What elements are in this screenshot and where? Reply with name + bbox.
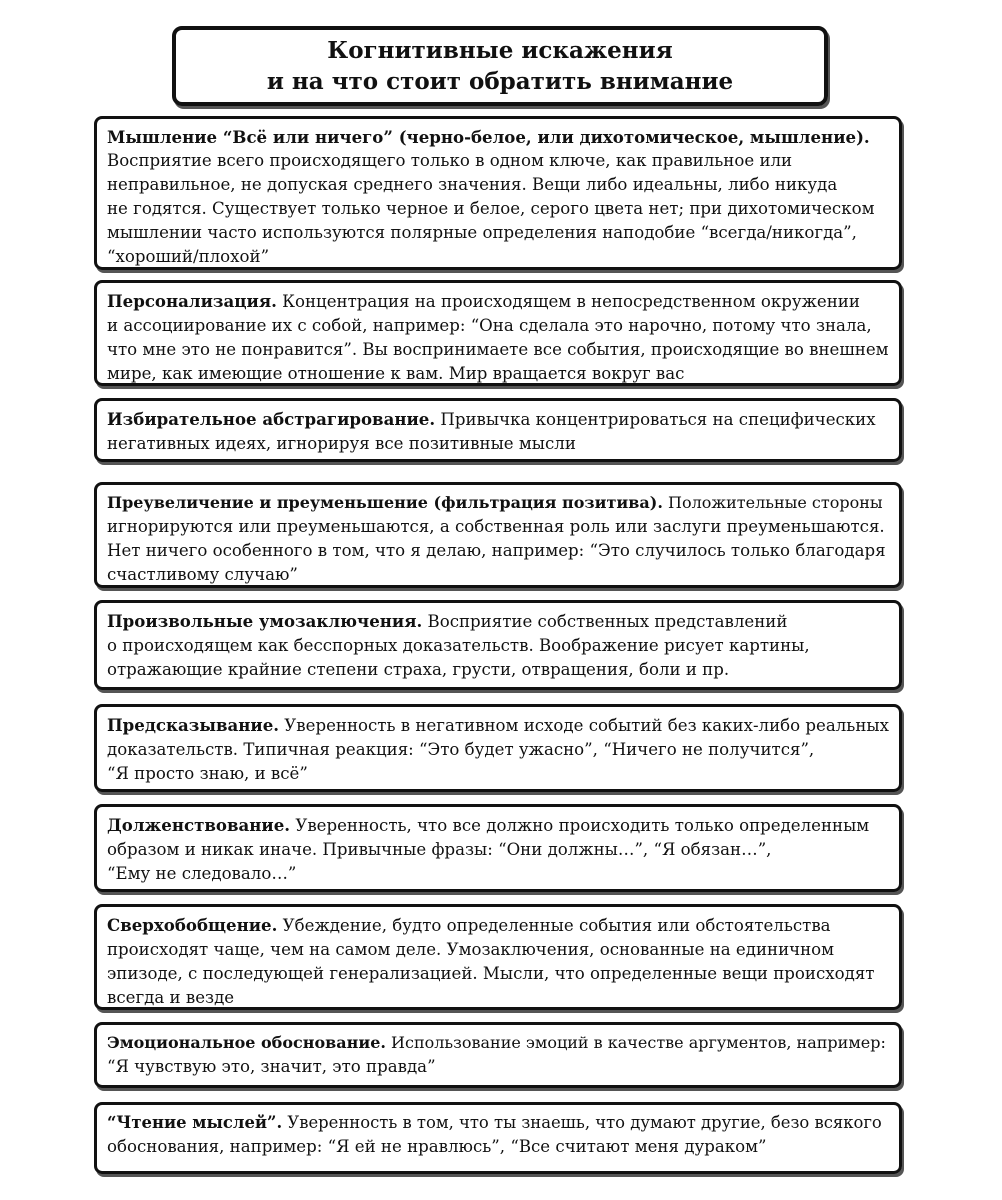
distortion-first-rest: Убеждение, будто определенные события или обстоятельства — [277, 916, 831, 935]
distortion-first-line — [107, 813, 889, 838]
distortion-first-rest: Восприятие собственных представлений — [422, 612, 788, 631]
distortion-term: Мышление “Всё или ничего” (черно-белое, или дихотомическое, мышление). — [107, 127, 870, 147]
distortion-first-line — [107, 1111, 889, 1135]
distortion-text-line: игнорируются или преуменьшаются, а собственная роль или заслуги преуменьшаются. — [107, 517, 885, 536]
distortion-card-emotional-reasoning — [94, 1022, 902, 1088]
distortion-text-line: не годятся. Существует только черное и белое, серого цвета нет; при дихотомическом — [107, 199, 875, 218]
distortion-first-line — [107, 289, 889, 314]
title-line-1: Когнитивные искажения — [327, 37, 673, 64]
distortion-term: Преувеличение и преуменьшение (фильтрация позитива). — [107, 493, 663, 512]
distortion-first-rest: Привычка концентрироваться на специфических — [435, 410, 876, 429]
distortion-text-line: что мне это не понравится”. Вы воспринимаете все события, происходящие во внешнем — [107, 340, 889, 359]
distortion-text-line: эпизоде, с последующей генерализацией. Мысли, что определенные вещи происходят — [107, 964, 875, 983]
distortion-card-fortune-telling — [94, 704, 902, 792]
distortion-term: Долженствование. — [107, 815, 291, 835]
distortion-card-magnification — [94, 482, 902, 588]
distortion-first-line — [107, 913, 889, 938]
distortion-text-line: и ассоциирование их с собой, например: “Она сделала это нарочно, потому что знала, — [107, 316, 872, 335]
distortion-term: Сверхобобщение. — [107, 915, 278, 935]
distortion-text-line: о происходящем как бесспорных доказательств. Воображение рисует картины, — [107, 636, 810, 655]
distortion-card-should-statements — [94, 804, 902, 892]
distortion-first-rest: Использование эмоций в качестве аргументов, например: — [385, 1033, 886, 1052]
distortion-first-line — [107, 713, 889, 738]
distortion-first-line — [107, 407, 889, 432]
distortion-term: Избирательное абстрагирование. — [107, 409, 436, 429]
distortion-text-line: Нет ничего особенного в том, что я делаю, например: “Это случилось только благодаря — [107, 541, 886, 560]
distortion-text-line: мышлении часто используются полярные определения наподобие “всегда/никогда”, — [107, 223, 857, 242]
distortion-text-line: происходят чаще, чем на самом деле. Умозаключения, основанные на единичном — [107, 940, 835, 959]
distortion-text-line: негативных идеях, игнорируя все позитивные мысли — [107, 434, 576, 453]
title-line-2: и на что стоит обратить внимание — [266, 68, 734, 95]
distortion-first-rest: Уверенность в негативном исходе событий без каких-либо реальных — [279, 716, 889, 735]
distortion-first-rest: Концентрация на происходящем в непосредственном окружении — [276, 292, 860, 311]
distortion-term: Произвольные умозаключения. — [107, 611, 423, 631]
distortion-card-personalization — [94, 280, 902, 386]
distortion-term: Предсказывание. — [107, 715, 280, 735]
distortion-text-line: обоснования, например: “Я ей не нравлюсь”, “Все считают меня дураком” — [107, 1137, 767, 1156]
distortion-text-line: доказательств. Типичная реакция: “Это будет ужасно”, “Ничего не получится”, — [107, 740, 815, 759]
distortion-term: Эмоциональное обоснование. — [107, 1033, 386, 1052]
distortion-first-rest: Уверенность в том, что ты знаешь, что думают другие, безо всякого — [282, 1113, 882, 1132]
distortion-text-line: “Я просто знаю, и всё” — [107, 764, 308, 783]
distortion-text-line: образом и никак иначе. Привычные фразы: “Они должны…”, “Я обязан…”, — [107, 840, 772, 859]
distortion-text-line: Восприятие всего происходящего только в одном ключе, как правильное или — [107, 151, 793, 170]
distortion-term: “Чтение мыслей”. — [107, 1113, 283, 1132]
distortion-text-line: неправильное, не допуская среднего значения. Вещи либо идеальны, либо никуда — [107, 175, 838, 194]
distortion-text-line: мире, как имеющие отношение к вам. Мир вращается вокруг вас — [107, 364, 685, 383]
distortion-text-line: “хороший/плохой” — [107, 247, 270, 266]
distortion-text-line: всегда и везде — [107, 988, 235, 1007]
distortion-first-rest: Положительные стороны — [662, 493, 883, 512]
distortion-card-arbitrary-inference — [94, 600, 902, 690]
distortion-text-line: отражающие крайние степени страха, грусти, отвращения, боли и пр. — [107, 660, 730, 679]
distortion-first-line — [107, 1031, 889, 1055]
distortion-text-line: “Я чувствую это, значит, это правда” — [107, 1057, 436, 1076]
distortion-first-rest: Уверенность, что все должно происходить только определенным — [290, 816, 870, 835]
distortion-text-line: счастливому случаю” — [107, 565, 298, 584]
distortion-text-line: “Ему не следовало…” — [107, 864, 297, 883]
distortion-first-line — [107, 609, 889, 634]
distortion-card-all-or-nothing — [94, 116, 902, 270]
distortion-card-overgeneralization — [94, 904, 902, 1010]
title-box — [172, 26, 828, 106]
distortion-card-mind-reading — [94, 1102, 902, 1174]
distortion-term: Персонализация. — [107, 291, 277, 311]
distortion-first-line — [107, 491, 889, 515]
distortion-card-selective-abstraction — [94, 398, 902, 462]
